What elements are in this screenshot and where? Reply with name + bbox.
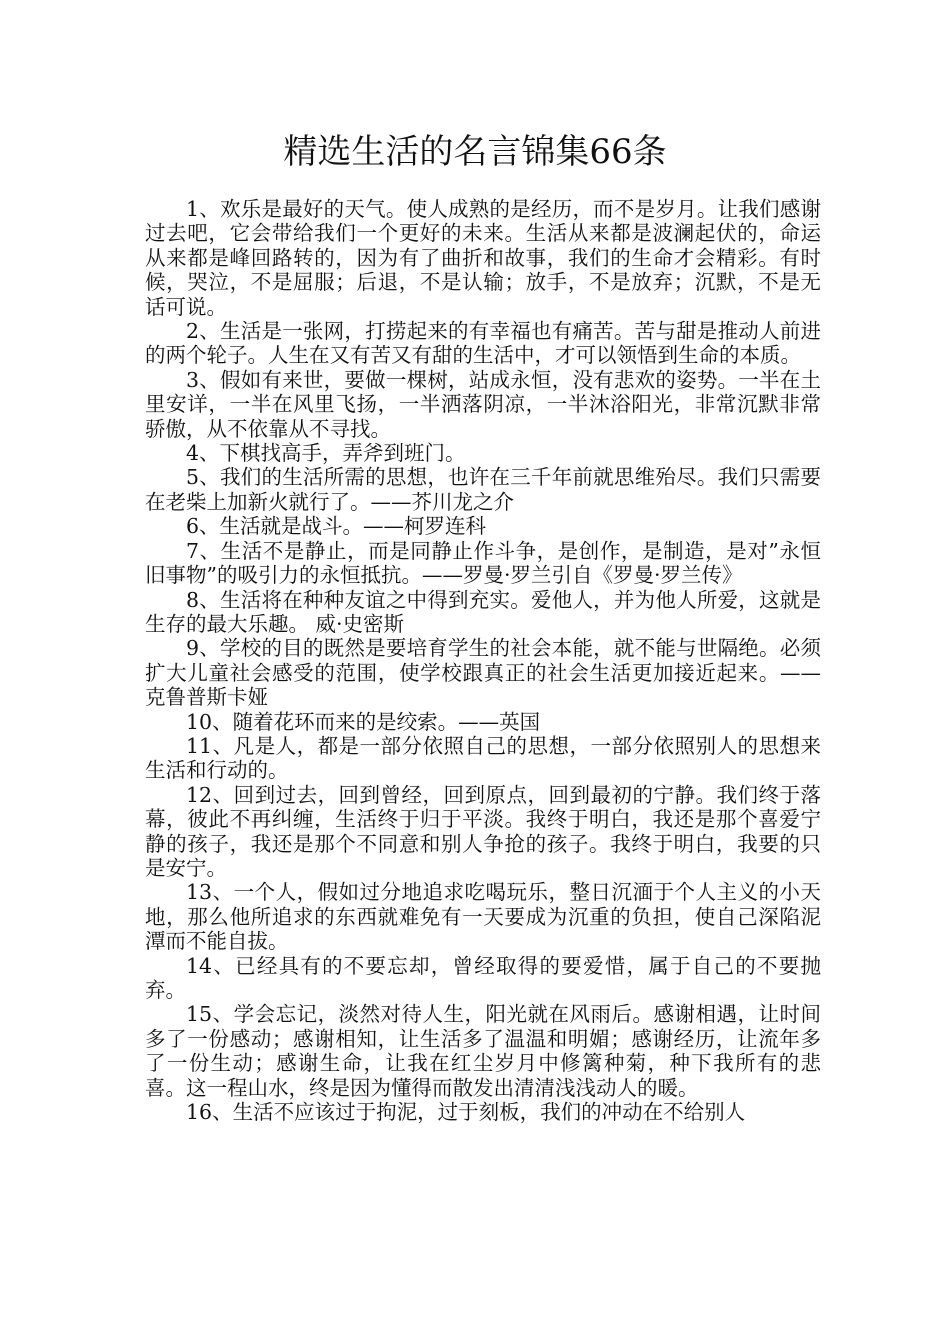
quote-paragraph-10: 10、随着花环而来的是绞索。——英国 (186, 709, 541, 734)
quote-paragraph-15: 15、学会忘记，淡然对待人生，阳光就在风雨后。感谢相遇，让时间多了一份感动；感谢相知，让生活多了温温和明媚；感谢经历，让流年多了一份生动；感谢生命，让我在红尘岁月中修篱种菊，种下我所有的悲喜。这一程山水，终是因为懂得而散发出清清浅浅动人的暖。 (145, 1002, 821, 1100)
quote-paragraph-5: 5、我们的生活所需的思想，也许在三千年前就思维殆尽。我们只需要在老柴上加新火就行了。——芥川龙之介 (145, 465, 821, 514)
document-body (145, 197, 821, 1124)
quote-paragraph-9: 9、学校的目的既然是要培育学生的社会本能，就不能与世隔绝。必须扩大儿童社会感受的范围，使学校跟真正的社会生活更加接近起来。——克鲁普斯卡娅 (145, 636, 821, 710)
quote-paragraph-3: 3、假如有来世，要做一棵树，站成永恒，没有悲欢的姿势。一半在土里安详，一半在风里飞扬，一半洒落阴凉，一半沐浴阳光，非常沉默非常骄傲，从不依靠从不寻找。 (145, 367, 821, 441)
quote-paragraph-1: 1、欢乐是最好的天气。使人成熟的是经历，而不是岁月。让我们感谢过去吧，它会带给我们一个更好的未来。生活从来都是波澜起伏的，命运从来都是峰回路转的，因为有了曲折和故事，我们的生命才会精彩。有时候，哭泣，不是屈服；后退，不是认输；放手，不是放弃；沉默，不是无话可说。 (145, 197, 821, 319)
quote-paragraph-16: 16、生活不应该过于拘泥，过于刻板，我们的冲动在不给别人 (186, 1100, 746, 1125)
quote-paragraph-2: 2、生活是一张网，打捞起来的有幸福也有痛苦。苦与甜是推动人前进的两个轮子。人生在又有苦又有甜的生活中，才可以领悟到生命的本质。 (145, 319, 821, 368)
quote-paragraph-14: 14、已经具有的不要忘却，曾经取得的要爱惜，属于自己的不要抛弃。 (145, 953, 821, 1002)
quote-paragraph-8: 8、生活将在种种友谊之中得到充实。爱他人，并为他人所爱，这就是生存的最大乐趣。 威·史密斯 (145, 587, 821, 636)
document-title: 精选生活的名言锦集66条 (283, 132, 667, 172)
quote-paragraph-6: 6、生活就是战斗。——柯罗连科 (186, 514, 487, 539)
quote-paragraph-12: 12、回到过去，回到曾经，回到原点，回到最初的宁静。我们终于落幕，彼此不再纠缠，生活终于归于平淡。我终于明白，我还是那个喜爱宁静的孩子，我还是那个不同意和别人争抢的孩子。我终于明白，我要的只是安宁。 (145, 782, 821, 880)
quote-paragraph-11: 11、凡是人，都是一部分依照自己的思想，一部分依照别人的思想来生活和行动的。 (145, 733, 821, 783)
quote-paragraph-4: 4、下棋找高手，弄斧到班门。 (186, 441, 466, 466)
quote-paragraph-13: 13、一个人，假如过分地追求吃喝玩乐，整日沉湎于个人主义的小天地，那么他所追求的东西就难免有一天要成为沉重的负担，使自己深陷泥潭而不能自拔。 (145, 880, 821, 954)
quote-paragraph-7: 7、生活不是静止，而是同静止作斗争，是创作，是制造，是对”永恒旧事物”的吸引力的永恒抵抗。——罗曼·罗兰引自《罗曼·罗兰传》 (145, 538, 821, 588)
